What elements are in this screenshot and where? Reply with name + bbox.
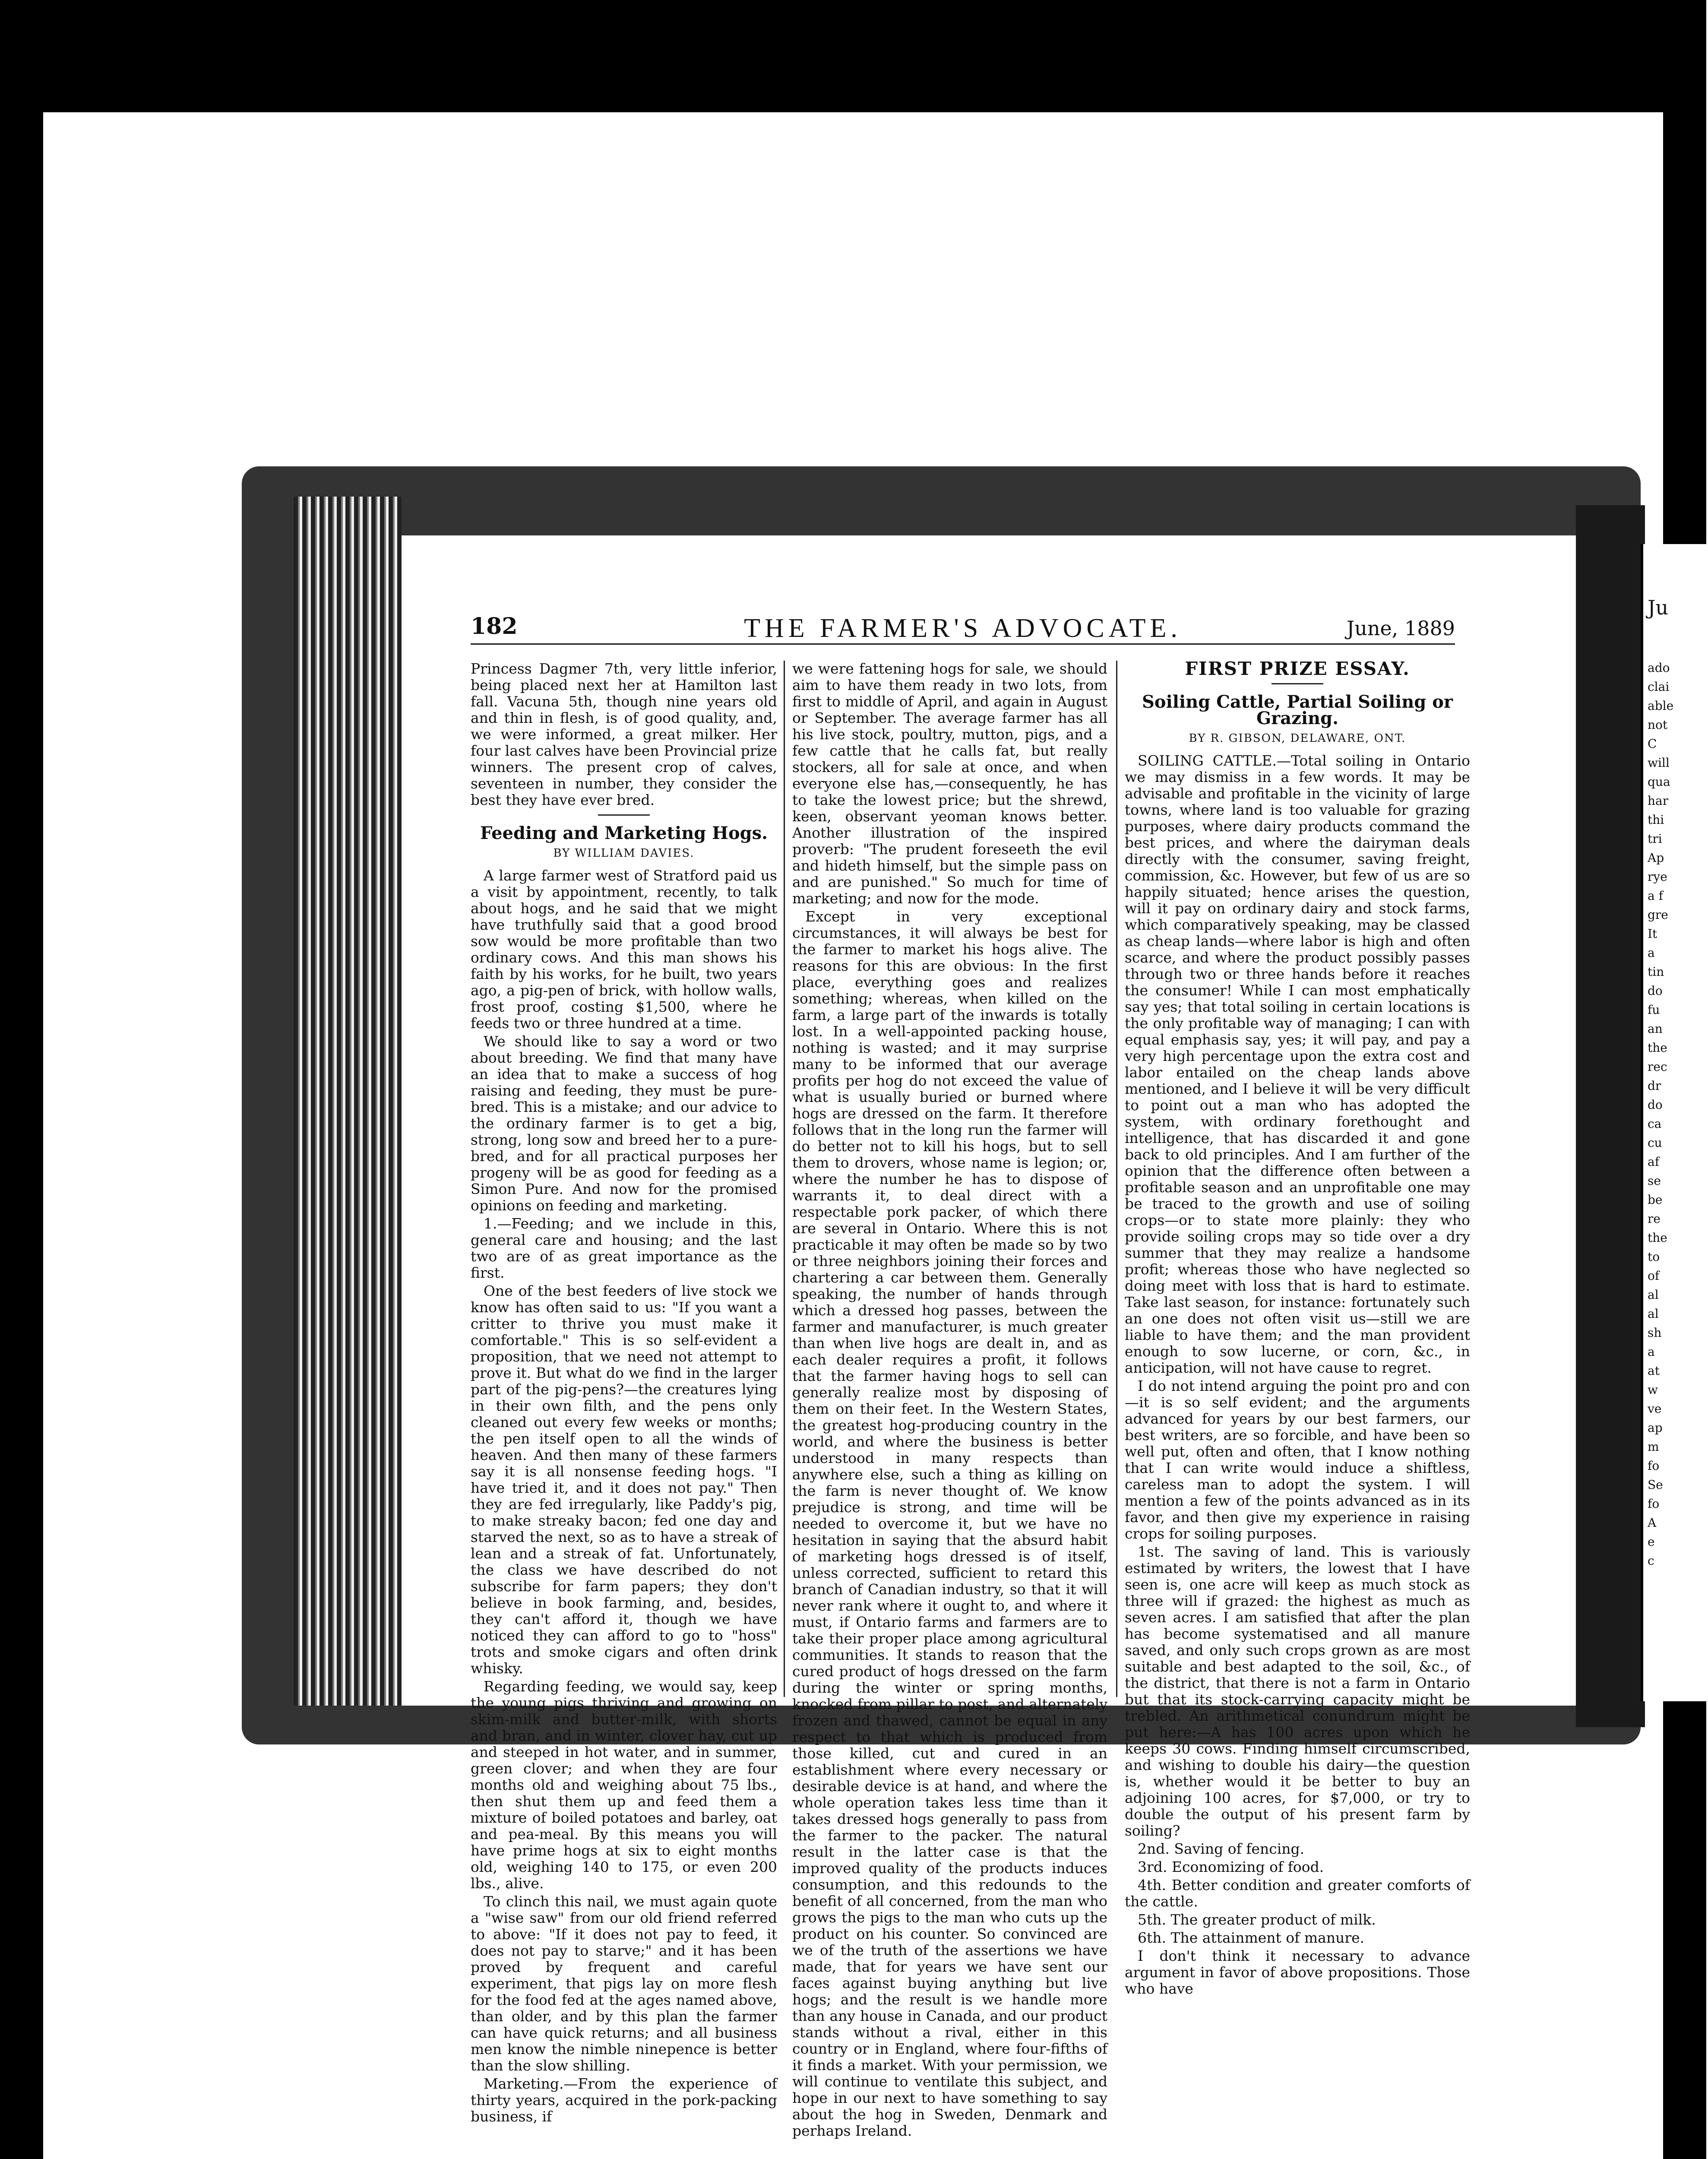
article-title: Feeding and Marketing Hogs. — [480, 823, 768, 843]
paragraph: 2nd. Saving of fencing. — [1138, 1840, 1305, 1857]
adjacent-page-word: clai — [1648, 680, 1670, 694]
adjacent-page-word: fo — [1648, 1459, 1660, 1473]
paragraph: 1.—Feeding; and we include in this, general care and housing; and the last two are of as great importance as the first. — [471, 1215, 777, 1281]
adjacent-page-word: e — [1648, 1535, 1655, 1549]
paragraph: SOILING CATTLE.—Total soiling in Ontario we may dismiss in a few words. It may be advisable and profitable in the vicinity of large towns, where land is too valuable for grazing purposes, where dairy products command the best prices, and where the dairyman deals directly with the consumer, saving freight, commission, &c. However, but few of us are so happily situated; hence arises the question, will it pay on ordinary dairy and stock farms, which comparatively speaking, may be classed as cheap lands—where labor is high and often scarce, and where the product possibly passes through two or three hands before it reaches the consumer! While I can most emphatically say yes; that total soiling in certain locations is the only profitable way of managing; I can with equal emphasis say, yes; it will pay, and pay a very high percentage upon the extra cost and labor entailed on the cheap lands above mentioned, and I believe it will be very difficult to point out a man who has adopted the system, with ordinary forethought and intelligence, that has discarded it and gone back to old principles. And I am further of the opinion that the difference often between a profitable season and an unprofitable one may be traced to the growth and use of soiling crops—or to state more plainly: they who provide soiling crops may so tide over a dry summer that they may realize a handsome profit; whereas those who have neglected so doing meet with loss that is hard to estimate. Take last season, for instance: fortunately such an one does not often visit us—still we are liable to have them; and the man provident enough to sow lucerne, or corn, &c., in anticipation, will not have cause to regret. — [1125, 752, 1470, 1376]
adjacent-page-word: It — [1648, 927, 1657, 941]
paragraph: 5th. The greater product of milk. — [1138, 1911, 1376, 1928]
article-byline: BY R. GIBSON, DELAWARE, ONT. — [1189, 732, 1406, 745]
paragraph: One of the best feeders of live stock we know has often said to us: "If you want a critter to thrive you must make it comfortable." This is so self-evident a proposition, that we need not attempt to prove it. But what do we find in the larger part of the pig-pens?—the creatures lying in their own filth, and the pens only cleaned out every few weeks or months; the pen itself open to all the winds of heaven. And then many of these farmers say it is all nonsense feeding hogs. "I have tried it, and it does not pay." Then they are fed irregularly, like Paddy's pig, to make streaky bacon; fed one day and starved the next, so as to have a streak of lean and a streak of fat. Unfortunately, the class we have described do not subscribe for farm papers; they don't believe in book farming, and, besides, they can't afford it, though we have noticed they can afford to go to "hoss" trots and smoke cigars and often drink whisky. — [471, 1282, 777, 1677]
adjacent-page-word: tin — [1648, 965, 1664, 979]
paragraph: 1st. The saving of land. This is variously estimated by writers, the lowest that I have seen is, one acre will keep as much stock as three will if grazed: the highest as much as seven acres. I am satisfied that after the plan has become systematised and all manure saved, and only such crops grown as are most suitable and best adapted to the soil, &c., of the district, that there is not a farm in Ontario but that its stock-carrying capacity might be trebled. An arithmetical conundrum might be put here:—A has 100 acres upon which he keeps 30 cows. Finding himself circumscribed, and wishing to double his dairy—the question is, whether would it be better to buy an adjoining 100 acres, for $7,000, or try to double the output of his present farm by soiling? — [1125, 1543, 1470, 1839]
paragraph: 4th. Better condition and greater comforts of the cattle. — [1125, 1877, 1470, 1910]
adjacent-page-word: har — [1648, 794, 1669, 808]
adjacent-page-word: Ap — [1648, 851, 1664, 865]
facing-page-gutter — [1576, 505, 1645, 1727]
adjacent-page-word: ado — [1648, 661, 1670, 675]
adjacent-page-word: do — [1648, 1098, 1663, 1112]
adjacent-page-word: ve — [1648, 1402, 1662, 1416]
adjacent-page-word: a — [1648, 946, 1655, 960]
book-spine — [294, 497, 402, 1706]
adjacent-page-header: Ju — [1648, 596, 1669, 619]
adjacent-page-word: fu — [1648, 1003, 1660, 1017]
paragraph: A large farmer west of Stratford paid us a visit by appointment, recently, to talk about hogs, and he said that we might have truthfully said that a good brood sow would be more profitable than two ordinary cows. And this man shows his faith by his works, for he built, two years ago, a pig-pen of brick, with hollow walls, frost proof, costing $1,500, where he feeds two or three hundred at a time. — [471, 867, 777, 1032]
paragraph: 6th. The attainment of manure. — [1138, 1929, 1365, 1946]
scan-border-left — [0, 112, 43, 2159]
adjacent-page-word: ap — [1648, 1421, 1663, 1435]
adjacent-page-word: an — [1648, 1022, 1663, 1036]
paragraph: To clinch this nail, we must again quote a "wise saw" from our old friend referred to above: "If it does not pay to feed, it does not pay to starve;" and it has been proved by frequent and careful experiment, that pigs lay on more flesh for the food fed at the ages named above, than older, and by this plan the farmer can have quick returns; and all business men know the nimble ninepence is better than the slow shilling. — [471, 1893, 777, 2074]
adjacent-page-word: dr — [1648, 1079, 1661, 1093]
paragraph: I do not intend arguing the point pro and con—it is so self evident; and the arguments advanced for years by our best farmers, our best writers, are so forcible, and have been so well put, often and often, that I know nothing that I can write would induce a shiftless, careless man to adopt the system. I will mention a few of the points advanced as in its favor, and then give my experience in raising crops for soiling purposes. — [1125, 1377, 1470, 1542]
paragraph: We should like to say a word or two about breeding. We find that many have an idea that to make a success of hog raising and feeding, they must be pure-bred. This is a mistake; and our advice to the ordinary farmer is to get a big, strong, long sow and breed her to a pure-bred, and for all practical purposes her progeny will be as good for feeding as a Simon Pure. And now for the promised opinions on feeding and marketing. — [471, 1033, 777, 1214]
paragraph: Except in very exceptional circumstances, it will always be best for the farmer to market his hogs alive. The reasons for this are obvious: In the first place, everything goes and realizes something; whereas, when killed on the farm, a large part of the inwards is totally lost. In a well-appointed packing house, nothing is wasted; and it may surprise many to be informed that our average profits per hog do not exceed the value of what is usually buried or burned where hogs are dressed on the farm. It therefore follows that in the long run the farmer will do better not to kill his hogs, but to sell them to drovers, whose name is legion; or, where the number he has to dispose of warrants it, to deal direct with a respectable pork packer, of which there are several in Ontario. Where this is not practicable it may often be made so by two or three neighbors joining their forces and chartering a car between them. Generally speaking, the number of hands through which a dressed hog passes, between the farmer and manufacturer, is much greater than when live hogs are dealt in, and as each dealer requires a profit, it follows that the farmer having hogs to sell can generally realize most by disposing of them on their feet. In the Western States, the greatest hog-producing country in the world, and where the business is better understood in many respects than anywhere else, such a thing as killing on the farm is never thought of. We know prejudice is strong, and time will be needed to overcome it, but we have no hesitation in saying that the absurd habit of marketing hogs dressed is of itself, unless corrected, sufficient to retard this branch of Canadian industry, so that it will never rank where it ought to, and where it must, if Ontario farms and farmers are to take their proper place among agricultural communities. It stands to reason that the cured product of hogs dressed on the farm during the winter or spring months, knocked from pillar to post, and alternately frozen and thawed, cannot be equal in any respect to that which is produced from those killed, cut and cured in an establishment where every necessary or desirable device is at hand, and where the whole operation takes less time than it takes dressed hogs generally to pass from the farmer to the packer. The natural result in the latter case is that the improved quality of the products induces consumption, and this redounds to the benefit of all concerned, from the man who grows the pigs to the man who cuts up the product on his counter. So convinced are we of the truth of the assertions we have made, that for years we have sent our faces against buying anything but live hogs; and the result is we handle more than any house in Canada, and our product stands without a rival, either in this country or in England, where four-fifths of it finds a market. With your permission, we will continue to ventilate this subject, and hope in our next to have something to say about the hog in Sweden, Denmark and perhaps Ireland. — [792, 908, 1107, 2139]
column-rule — [1116, 661, 1117, 1697]
scan-border-top — [0, 0, 1706, 112]
adjacent-page-word: not — [1648, 718, 1668, 732]
section-divider — [1272, 683, 1323, 684]
column-2 — [792, 660, 1107, 2139]
adjacent-page-word: sh — [1648, 1326, 1662, 1340]
adjacent-page-word: a — [1648, 1345, 1655, 1359]
adjacent-page-word: of — [1648, 1269, 1660, 1283]
paragraph: I don't think it necessary to advance argument in favor of above propositions. Those who have — [1125, 1947, 1470, 1997]
adjacent-page-word: rye — [1648, 870, 1667, 884]
paragraph: we were fattening hogs for sale, we should aim to have them ready in two lots, from first to middle of April, and again in August or September. The average farmer has all his live stock, poultry, mutton, pigs, and a few cattle that he calls fat, but really stockers, all for sale at once, and when everyone else has,—consequently, he has to take the lowest price; but the shrewd, keen, observant yeoman knows better. Another illustration of the inspired proverb: "The prudent foreseeth the evil and hideth himself, but the simple pass on and are punished." So much for time of marketing; and now for the mode. — [792, 660, 1107, 907]
adjacent-page-word: rec — [1648, 1060, 1667, 1074]
adjacent-page-word: al — [1648, 1288, 1659, 1302]
paragraph: Marketing.—From the experience of thirty years, acquired in the pork-packing business, if — [471, 2075, 777, 2125]
newspaper-page — [402, 535, 1576, 2139]
intro-paragraph: Princess Dagmer 7th, very little inferior, being placed next her at Hamilton last fall. Vacuna 5th, though nine years old and thin in flesh, is of good quality, and, we were informed, a great milker. Her four last calves have been Provincial prize winners. The present crop of calves, seventeen in number, they consider the best they have ever bred. — [471, 660, 777, 808]
issue-date: June, 1889 — [1346, 617, 1455, 640]
paragraph: Regarding feeding, we would say, keep the young pigs thriving and growing on skim-milk and butter-milk, with shorts and bran, and in winter, clover hay, cut up and steeped in hot water, and in summer, green clover; and when they are four months old and weighing about 75 lbs., then shut them up and feed them a mixture of boiled potatoes and barley, oat and pea-meal. By this means you will have prime hogs at six to eight months old, weighing 140 to 175, or even 200 lbs., alive. — [471, 1678, 777, 1892]
adjacent-page-word: fo — [1648, 1497, 1660, 1511]
page-number: 182 — [471, 613, 518, 639]
page-header — [471, 613, 1455, 645]
paragraph: 3rd. Economizing of food. — [1138, 1858, 1324, 1875]
adjacent-page-word: A — [1648, 1516, 1657, 1530]
column-3 — [1125, 658, 1470, 1997]
column-rule — [784, 661, 785, 1697]
masthead: THE FARMER'S ADVOCATE. — [744, 614, 1182, 643]
article-title: Soiling Cattle, Partial Soiling or Grazing. — [1142, 692, 1453, 728]
section-divider — [598, 814, 650, 816]
adjacent-page-word: at — [1648, 1364, 1660, 1378]
adjacent-page-word: to — [1648, 1250, 1660, 1264]
adjacent-page-word: c — [1648, 1554, 1654, 1568]
adjacent-page-word: C — [1648, 737, 1657, 751]
adjacent-page-word: the — [1648, 1041, 1667, 1055]
adjacent-page-word: the — [1648, 1231, 1667, 1245]
adjacent-page-word: w — [1648, 1383, 1658, 1397]
adjacent-page-word: af — [1648, 1155, 1660, 1169]
adjacent-page-word: qua — [1648, 775, 1670, 789]
adjacent-page-word: do — [1648, 984, 1663, 998]
adjacent-page-word: be — [1648, 1193, 1663, 1207]
adjacent-page-word: re — [1648, 1212, 1661, 1226]
adjacent-page-word: Se — [1648, 1478, 1663, 1492]
adjacent-page-word: tri — [1648, 832, 1662, 846]
adjacent-page-word: thi — [1648, 813, 1664, 827]
adjacent-page-word: cu — [1648, 1136, 1662, 1150]
adjacent-page-word: a f — [1648, 889, 1663, 903]
adjacent-page-word: al — [1648, 1307, 1659, 1321]
adjacent-page-word: m — [1648, 1440, 1659, 1454]
adjacent-page-word: gre — [1648, 908, 1668, 922]
article-byline: BY WILLIAM DAVIES. — [553, 847, 695, 860]
adjacent-page-word: ca — [1648, 1117, 1662, 1131]
adjacent-page — [1641, 544, 1708, 1701]
prize-heading: FIRST PRIZE ESSAY. — [1185, 658, 1410, 679]
adjacent-page-word: will — [1648, 756, 1670, 770]
adjacent-page-word: se — [1648, 1174, 1661, 1188]
adjacent-page-word: able — [1648, 699, 1674, 713]
column-1 — [471, 660, 777, 2125]
